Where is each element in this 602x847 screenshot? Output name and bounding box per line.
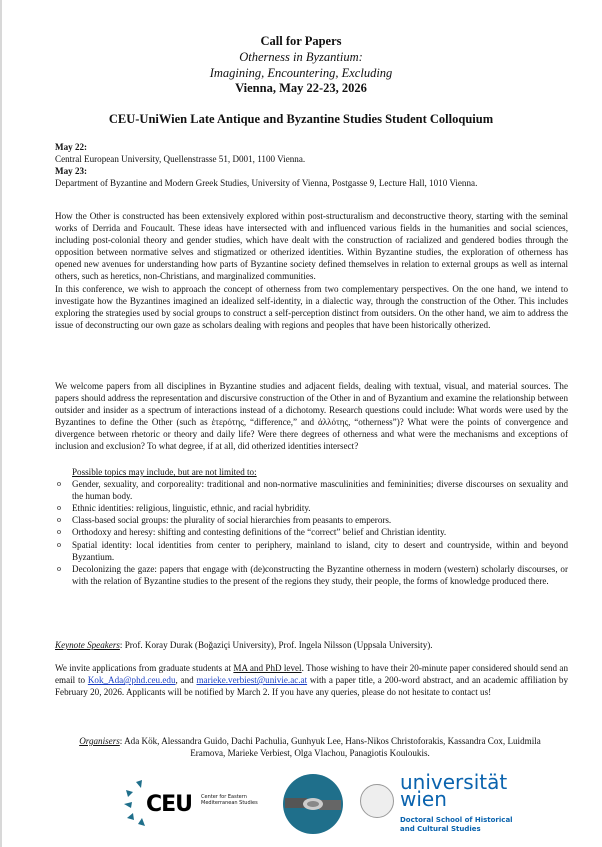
organisers-text: : Ada Kök, Alessandra Guido, Dachi Pachulia, Gunhyuk Lee, Hans-Nikos Christoforakis, Kassandra Cox, Luidmila Eramova, Marieke Verbiest, Olga Vlachou, Panagiotis Kouloukis. [119, 736, 541, 759]
venue-location-1: Central European University, Quellenstrasse 51, D001, 1100 Vienna. [55, 154, 306, 165]
colloquium-name: CEU-UniWien Late Antique and Byzantine Studies Student Colloquium [108, 112, 494, 126]
bullet-icon: o [57, 479, 61, 489]
subtitle-line-1: Otherness in Byzantium: [239, 50, 363, 64]
ceu-wordmark: CEU [146, 792, 193, 817]
ceu-subtitle: Center for Eastern Mediterranean Studies [201, 794, 258, 806]
topics-list [55, 478, 568, 587]
logos-row [0, 770, 602, 845]
topic-item: o Decolonizing the gaze: papers that engage with (de)constructing the Byzantine otherness in modern (western) scholarly discourses, or with the relation of Byzantine studies to the present of the regions they study, their people, the forms of knowledge produced there. [57, 563, 568, 586]
paragraph-welcome: We welcome papers from all disciplines in Byzantine studies and adjacent fields, dealing with textual, visual, and material sources. The papers should address the representation and discursive construction of the Other in and of Byzantium and examine the relationship between outsider and insider as a spectrum of interactions instead of a dichotomy. Research questions could include: What words were used by the Byzantines to define the Other (such as ἑτερότης, “difference,” and ἀλλότης, “otherness”)? What were the points of convergence and divergence between rhetoric or theory and daily life? Were there degrees of otherness and what were the mechanisms and exceptions of inclusion and exclusion? To what degree, if at all, did otherized identities intersect? [55, 381, 568, 452]
colloquium-emblem [283, 774, 343, 834]
venue-day-1: May 22: [55, 142, 88, 152]
univie-logo [360, 770, 540, 843]
venue-day-2: May 23: [55, 166, 88, 177]
topic-item: o Ethnic identities: religious, linguistic, ethnic, and racial hybridity. [57, 503, 311, 514]
organisers [70, 735, 550, 759]
email-link-kok[interactable]: Kok_Ada@phd.ceu.edu [87, 675, 176, 686]
bullet-icon: o [57, 503, 61, 513]
venues [55, 141, 568, 189]
ceu-logo [124, 780, 258, 830]
bullet-icon: o [57, 539, 61, 549]
topic-item: o Class-based social groups: the plurality of social hierarchies from peasants to emperors. [57, 515, 392, 526]
bullet-icon: o [57, 515, 61, 525]
topics-section [55, 466, 568, 587]
topic-item: o Gender, sexuality, and corporeality: traditional and non-normative masculinities and femininities; diverse discourses on sexuality and the human body. [57, 479, 568, 502]
application-paragraph: We invite applications from graduate students at MA and PhD level. Those wishing to have their 20-minute paper considered should send an email to Kok_Ada@phd.ceu.edu, and marieke.verbiest@univie.ac.at with a paper title, a 200-word abstract, and an academic affiliation by February 20, 2026. Applicants will be notified by March 2. If you have any queries, please do not hesitate to contact us! [55, 663, 569, 698]
topic-item: o Spatial identity: local identities from center to periphery, mainland to island, city to desert and countryside, within and beyond Byzantium. [57, 539, 568, 562]
bullet-icon: o [57, 527, 61, 537]
university-seal-icon [360, 784, 394, 818]
email-link-verbiest[interactable]: marieke.verbiest@univie.ac.at [196, 675, 308, 686]
level-text: MA and PhD level [233, 663, 302, 673]
topic-item: o Orthodoxy and heresy: shifting and contesting definitions of the “correct” belief and Christian identity. [57, 527, 447, 538]
univie-name: universität wien [400, 770, 508, 811]
document-title: Call for Papers [260, 34, 342, 48]
topics-intro: Possible topics may include, but are not limited to: [72, 467, 257, 477]
keynote-speakers [55, 639, 568, 651]
handshake-icon [283, 774, 343, 834]
venue-location-2: Department of Byzantine and Modern Greek Studies, University of Vienna, Postgasse 9, Lecture Hall, 1010 Vienna. [55, 178, 478, 189]
organisers-label: Organisers [79, 736, 120, 746]
paragraph-intro: How the Other is constructed has been extensively explored within post-structuralism and deconstructive theory, starting with the seminal works of Derrida and Foucault. These ideas have intersected with and influenced various fields in the humanities and social sciences, including post-colonial theory and gender studies, which have dealt with the construction of racialized and gendered bodies through the opposition between normative selves and stigmatized or otherized identities. Within Byzantine studies, the exploration of otherness has opened new avenues for understanding how parts of Byzantine society defined themselves in relation to external groups as well as internal others, such as heretics, non-Christians, and marginalized communities. [55, 211, 568, 282]
bullet-icon: o [57, 563, 61, 573]
paragraph-perspectives: In this conference, we wish to approach the concept of otherness from two complementary perspectives. On the one hand, we intend to investigate how the Byzantines imagined an idealized self-identity, in a dialectic way, through the construction of the Other. This includes exploring the strategies used by social groups to construct a self-perception distinct from outsiders. On the other hand, we aim to address the issue of deconstructing our own gaze as scholars dealing with regions and peoples that have been historically otherized. [55, 284, 568, 331]
univie-subtitle: Doctoral School of Historical and Cultural Studies [400, 816, 513, 833]
keynote-text: : Prof. Koray Durak (Boğaziçi University), Prof. Ingela Nilsson (Uppsala University). [119, 640, 433, 650]
place-and-date: Vienna, May 22-23, 2026 [235, 81, 367, 95]
subtitle-line-2: Imagining, Encountering, Excluding [209, 66, 393, 80]
keynote-label: Keynote Speakers [55, 640, 120, 650]
